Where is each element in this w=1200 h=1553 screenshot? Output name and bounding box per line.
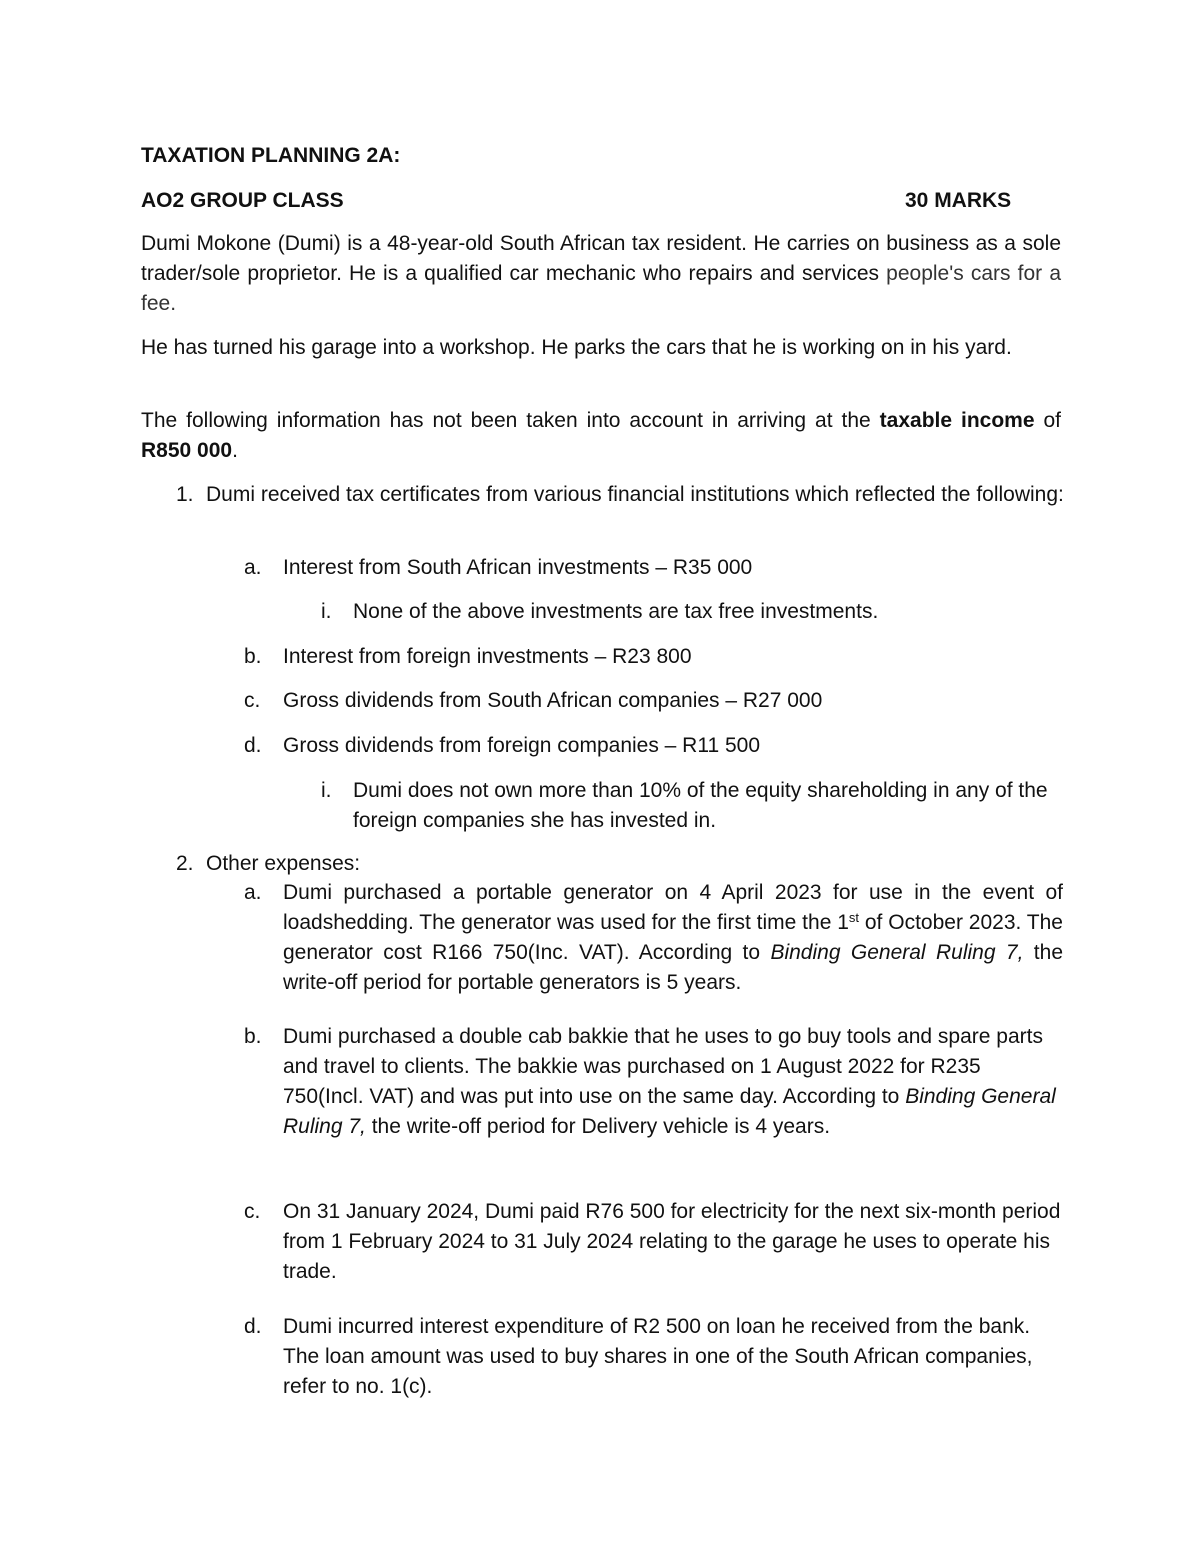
item-2c-label: c.	[244, 1200, 261, 1223]
item-2-number: 2.	[176, 852, 194, 875]
item-2a-part1: Dumi purchased a portable generator on 4 April 2023 for use in the event of loadshedding. The generator was used for the first time the 1	[283, 881, 1063, 934]
item-2b-part2: the write-off period for Delivery vehicle is 4 years.	[365, 1115, 831, 1138]
binding-ruling-reference-a: Binding General Ruling 7,	[770, 941, 1024, 964]
item-1d-i-label: i.	[321, 779, 332, 802]
item-1d-i-text: Dumi does not own more than 10% of the equity shareholding in any of the foreign companies she has invested in.	[353, 779, 1048, 832]
taxable-income-term: taxable income	[879, 409, 1035, 432]
item-2d-label: d.	[244, 1315, 262, 1338]
item-2b-part1: Dumi purchased a double cab bakkie that he uses to go buy tools and spare parts and travel to clients. The bakkie was purchased on 1 August 2022 for R235 750(Incl. VAT) and was put into use on the same day. According to	[283, 1025, 1043, 1108]
item-1a-label: a.	[244, 556, 262, 579]
binding-ruling-reference-b: Binding General Ruling 7,	[283, 1085, 1056, 1138]
item-2-text: Other expenses:	[206, 852, 361, 875]
intro-text-1-tail: people's cars for a fee.	[141, 262, 1061, 315]
item-1-number: 1.	[176, 483, 194, 506]
intro-paragraph-2: He has turned his garage into a workshop. He parks the cars that he is working on in his yard.	[141, 336, 1012, 359]
item-1d-label: d.	[244, 734, 262, 757]
item-2c-text: On 31 January 2024, Dumi paid R76 500 for electricity for the next six-month period from 1 February 2024 to 31 July 2024 relating to the garage he uses to operate his trade.	[283, 1200, 1061, 1283]
intro-text-3-before: The following information has not been taken into account in arriving at the	[141, 409, 880, 432]
taxable-income-amount: R850 000	[141, 439, 233, 462]
item-1a-i-label: i.	[321, 600, 332, 623]
item-2b-label: b.	[244, 1025, 262, 1048]
item-1b-text: Interest from foreign investments – R23 800	[283, 645, 692, 668]
item-1a-text: Interest from South African investments – R35 000	[283, 556, 753, 579]
intro-paragraph-1	[141, 229, 1061, 319]
item-1c-text: Gross dividends from South African companies – R27 000	[283, 689, 823, 712]
item-2b-text	[283, 1022, 1063, 1142]
marks-label: 30 MARKS	[905, 189, 1012, 212]
item-2a-part3: the write-off period for portable generators is 5 years.	[283, 941, 1063, 994]
intro-text-1: Dumi Mokone (Dumi) is a 48-year-old South African tax resident. He carries on business as a sole trader/sole proprietor. He is a qualified car mechanic who repairs and services	[141, 232, 1061, 285]
item-1c-label: c.	[244, 689, 261, 712]
document-title: TAXATION PLANNING 2A:	[141, 144, 401, 167]
item-2a-part2: of October 2023. The generator cost R166 750(Inc. VAT). According to	[283, 911, 1063, 964]
intro-text-3-mid: of	[1034, 409, 1062, 432]
item-2a-label: a.	[244, 881, 262, 904]
item-1b-label: b.	[244, 645, 262, 668]
intro-text-3-end: .	[232, 439, 238, 462]
item-2a-text	[283, 878, 1063, 998]
group-class-label: AO2 GROUP CLASS	[141, 189, 344, 212]
item-1a-i-text: None of the above investments are tax free investments.	[353, 600, 879, 623]
intro-paragraph-3	[141, 406, 1061, 466]
item-1-text: Dumi received tax certificates from various financial institutions which reflected the following:	[206, 483, 1064, 506]
item-1d-text: Gross dividends from foreign companies – R11 500	[283, 734, 761, 757]
item-2a-superscript: st	[848, 910, 860, 925]
item-2d-text: Dumi incurred interest expenditure of R2 500 on loan he received from the bank. The loan amount was used to buy shares in one of the South African companies, refer to no. 1(c).	[283, 1315, 1033, 1398]
